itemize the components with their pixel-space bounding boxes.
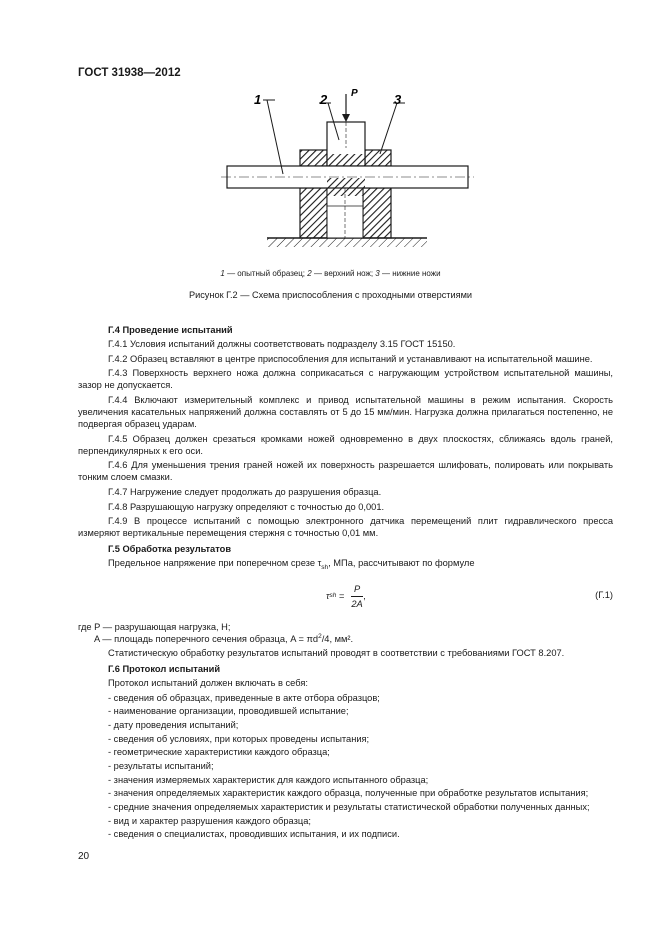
label-1: 1 bbox=[254, 92, 262, 107]
formula-eq: = bbox=[336, 591, 347, 602]
intro-before: Предельное напряжение при поперечном срезе τ bbox=[108, 558, 322, 569]
formula-denominator: 2A bbox=[351, 598, 363, 609]
lower-insert-hatch bbox=[327, 188, 363, 196]
list-item: - средние значения определяемых характеристик и результаты статистической обработки полученных данных; bbox=[108, 801, 590, 812]
lower-knife-left bbox=[300, 188, 327, 238]
list-item: - сведения об условиях, при которых проведены испытания; bbox=[108, 733, 370, 744]
list-item: - вид и характер разрушения каждого образца; bbox=[108, 815, 311, 826]
ground-hatch bbox=[267, 238, 427, 247]
formula-row bbox=[78, 579, 613, 619]
page-number: 20 bbox=[78, 851, 90, 862]
label-2: 2 bbox=[320, 92, 328, 107]
legend-text-3: — нижние ножи bbox=[379, 269, 441, 278]
paragraph-g4-7: Г.4.7 Нагружение следует продолжать до разрушения образца. bbox=[108, 486, 382, 497]
formula-lhs: τ bbox=[326, 591, 330, 602]
upper-knife-hatch bbox=[327, 154, 365, 166]
document-body bbox=[78, 320, 613, 842]
lower-knife-right bbox=[363, 188, 391, 238]
figure-caption: Рисунок Г.2 — Схема приспособления с проходными отверстиями bbox=[188, 290, 473, 300]
formula-suffix: , bbox=[363, 591, 366, 602]
formula-number: (Г.1) bbox=[595, 589, 613, 600]
where-a-before: A — площадь поперечного сечения образца, A = πd bbox=[94, 633, 319, 644]
paragraph-g4-9: Г.4.9 В процессе испытаний с помощью электронного датчика перемещений плит гидравлического пресса измеряют вертикальные перемещения стержня с точностью 0,01 мм. bbox=[78, 516, 613, 539]
paragraph-g4-2: Г.4.2 Образец вставляют в центре приспособления для испытаний и устанавливают на испытательной машине. bbox=[108, 353, 593, 364]
paragraph-g4-4: Г.4.4 Включают измерительный комплекс и привод испытательной машины в режим испытания. Скорость увеличения касательных напряжений должна составлять от 5 до 15 мм/мин. Нагрузка должна прилагаться постепенно, не подвергая образец ударам. bbox=[78, 394, 613, 430]
legend-num-1: 1 bbox=[220, 269, 225, 278]
list-item: - сведения об образцах, приведенные в акте отбора образцов; bbox=[108, 692, 380, 703]
where-p: где P — разрушающая нагрузка, Н; bbox=[78, 621, 231, 632]
intro-after: , МПа, рассчитывают по формуле bbox=[328, 558, 475, 569]
section-heading-g6: Г.6 Протокол испытаний bbox=[108, 663, 221, 674]
force-arrowhead bbox=[342, 114, 350, 122]
legend-text-1: — опытный образец; bbox=[224, 269, 308, 278]
formula bbox=[326, 583, 366, 610]
legend-num-2: 2 bbox=[307, 269, 312, 278]
force-label: P bbox=[351, 88, 358, 99]
document-header: ГОСТ 31938—2012 bbox=[78, 67, 181, 79]
list-item: - сведения о специалистах, проводивших испытания, и их подписи. bbox=[108, 829, 400, 840]
formula-fraction bbox=[351, 583, 363, 610]
paragraph-g4-6: Г.4.6 Для уменьшения трения граней ножей их поверхность разрешается шлифовать, полировать или покрывать тонким слоем смазки. bbox=[78, 460, 613, 483]
paragraph-g4-8: Г.4.8 Разрушающую нагрузку определяют с точностью до 0,001. bbox=[108, 501, 385, 512]
formula-numerator: P bbox=[351, 583, 363, 597]
paragraph-stat: Статистическую обработку результатов испытаний проводят в соответствии с требованиями ГОСТ 8.207. bbox=[108, 647, 565, 658]
where-a-sup: 2 bbox=[318, 632, 322, 640]
paragraph-g5-intro bbox=[78, 557, 613, 572]
legend-num-3: 3 bbox=[375, 269, 380, 278]
list-item: - результаты испытаний; bbox=[108, 760, 214, 771]
paragraph-g4-5: Г.4.5 Образец должен срезаться кромками ножей одновременно в двух плоскостях, сближаясь вдоль граней, перпендикулярных к его оси. bbox=[78, 433, 613, 456]
section-heading-g5: Г.5 Обработка результатов bbox=[108, 544, 232, 555]
list-item: - дату проведения испытаний; bbox=[108, 719, 239, 730]
list-item: - наименование организации, проводившей испытание; bbox=[108, 706, 349, 717]
list-item: - геометрические характеристики каждого образца; bbox=[108, 747, 330, 758]
formula-lhs-sub: sh bbox=[329, 591, 337, 599]
paragraph-g6-intro: Протокол испытаний должен включать в себя: bbox=[108, 678, 308, 689]
paragraph-g4-1: Г.4.1 Условия испытаний должны соответствовать подразделу 3.15 ГОСТ 15150. bbox=[108, 339, 456, 350]
upper-block-right bbox=[365, 150, 391, 166]
fixture-diagram bbox=[215, 88, 480, 256]
where-a-after: /4, мм². bbox=[321, 633, 354, 644]
list-item: - значения измеряемых характеристик для каждого испытанного образца; bbox=[108, 774, 429, 785]
figure-legend bbox=[0, 269, 661, 279]
intro-sub: sh bbox=[321, 564, 329, 572]
upper-block-left bbox=[300, 150, 327, 166]
paragraph-g4-3: Г.4.3 Поверхность верхнего ножа должна соприкасаться с нагружающим устройством испытательной машины, зазор не допускается. bbox=[78, 368, 613, 391]
list-item: - значения определяемых характеристик каждого образца, полученные при обработке результатов испытания; bbox=[108, 788, 589, 799]
where-a bbox=[94, 633, 613, 645]
label-3: 3 bbox=[394, 92, 402, 107]
section-heading-g4: Г.4 Проведение испытаний bbox=[108, 325, 233, 335]
legend-text-2: — верхний нож; bbox=[311, 269, 376, 278]
